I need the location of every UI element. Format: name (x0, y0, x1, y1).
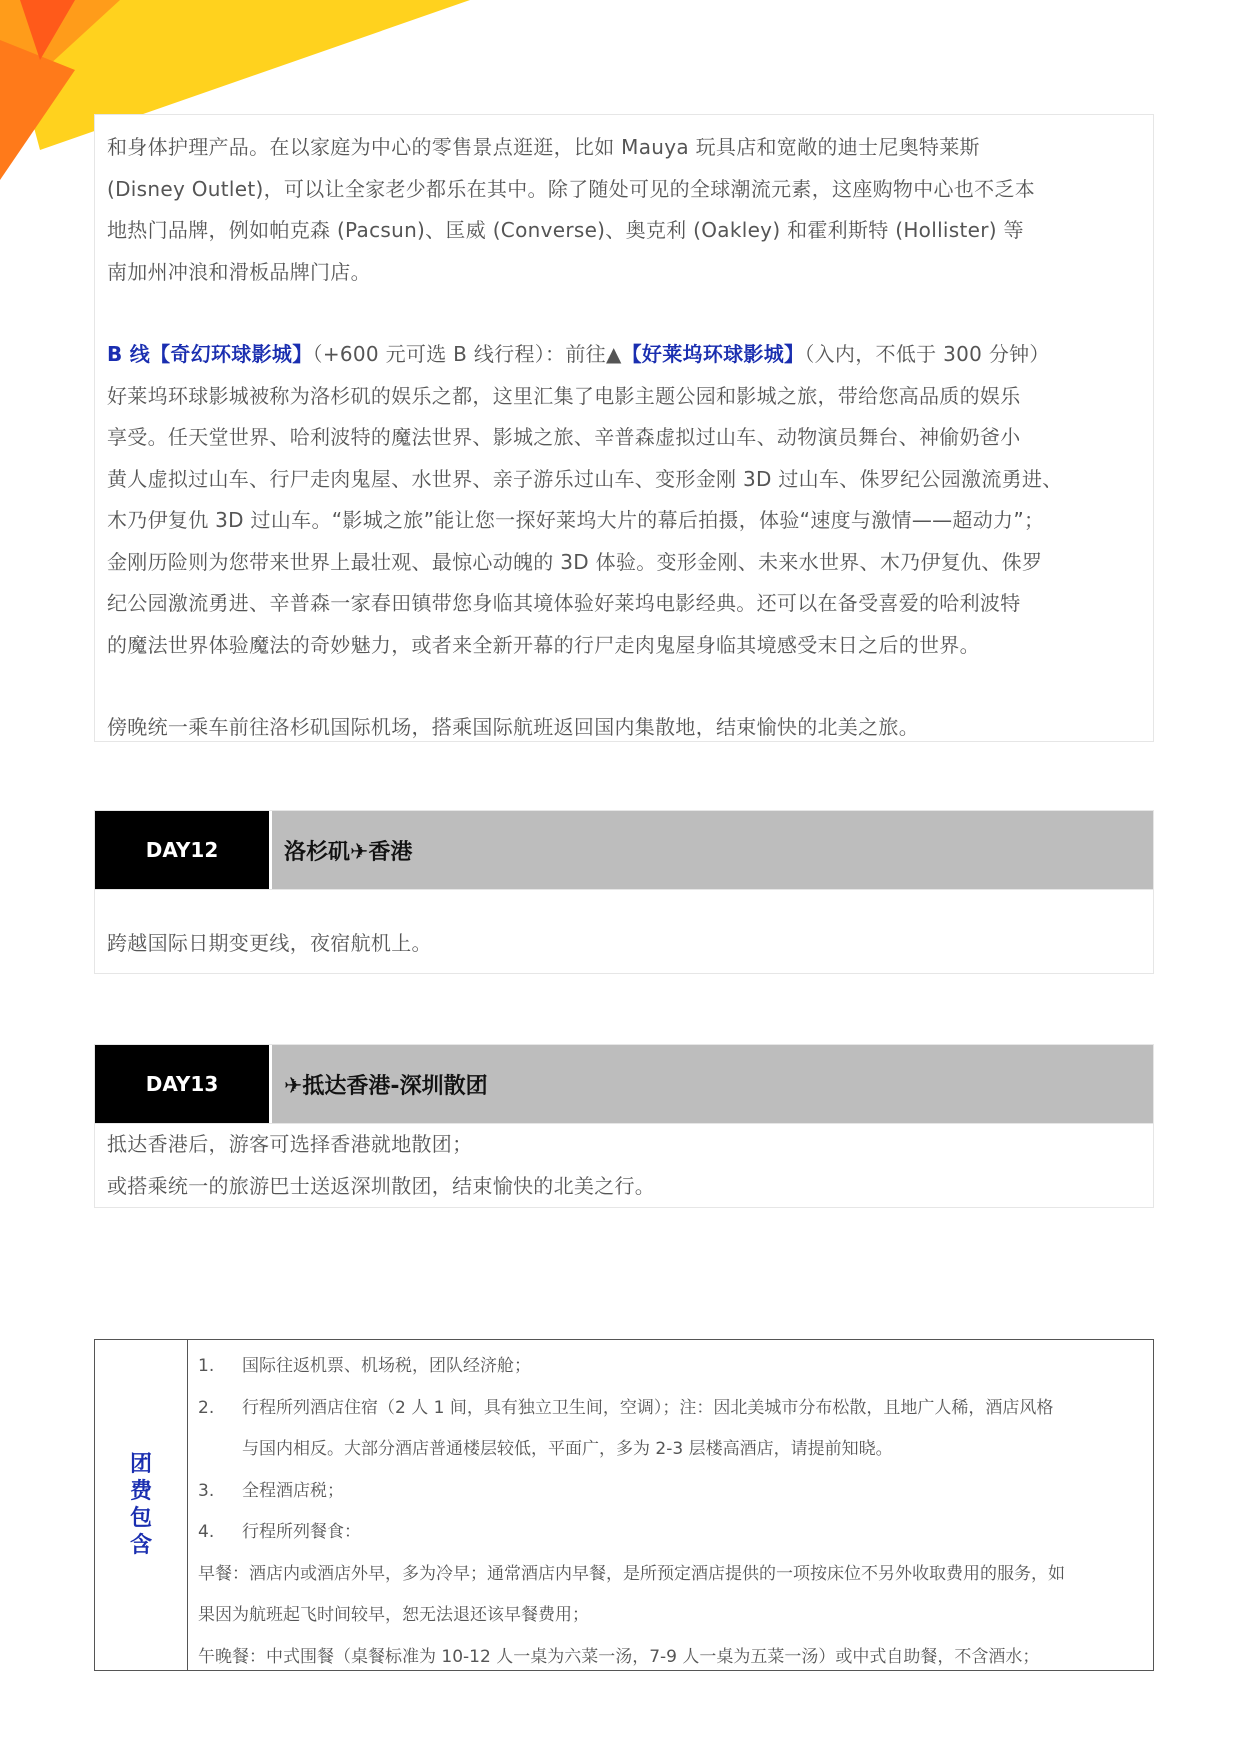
b-line-duration: （入内，不低于 300 分钟） (804, 342, 1050, 366)
b-line-paragraph (107, 334, 1141, 666)
intro-line: (Disney Outlet)，可以让全家老少都乐在其中。除了随处可见的全球潮流元素，这座购物中心也不乏本 (107, 176, 1036, 201)
day13-label: DAY13 (95, 1045, 269, 1123)
fee-item-text: 全程酒店税； (242, 1480, 344, 1501)
fee-item-text: 行程所列酒店住宿（2 人 1 间，具有独立卫生间，空调）；注：因北美城市分布松散，且地广人稀，酒店风格 (242, 1397, 1054, 1418)
itinerary-box-day11 (94, 114, 1154, 742)
fee-item (198, 1512, 1143, 1554)
day13-title: ✈抵达香港-深圳散团 (272, 1045, 1153, 1123)
intro-paragraph (107, 127, 1141, 293)
intro-line: 地热门品牌，例如帕克森 (Pacsun)、匡威 (Converse)、奥克利 (Oakley) 和霍利斯特 (Hollister) 等 (107, 218, 1024, 242)
day12-header (95, 811, 1153, 890)
fee-side-label: 团费包含 (129, 1452, 152, 1558)
fee-includes-table (94, 1339, 1154, 1671)
b-line-title: B 线【奇幻环球影城】 (107, 342, 313, 366)
meal-line: 午晚餐：中式围餐（桌餐标准为 10-12 人一桌为六菜一汤，7-9 人一桌为五菜一汤）或中式自助餐，不含酒水； (198, 1646, 1040, 1667)
day12-label: DAY12 (95, 811, 269, 889)
day13-header (95, 1045, 1153, 1124)
fee-side-cell (95, 1340, 188, 1670)
meal-line: 早餐：酒店内或酒店外早，多为冷早；通常酒店内早餐，是所预定酒店提供的一项按床位不另外收取费用的服务，如 (198, 1563, 1065, 1584)
fee-item-number: 3. (198, 1480, 215, 1501)
fee-item-text: 国际往返机票、机场税，团队经济舱； (242, 1356, 531, 1376)
fee-item-text: 与国内相反。大部分酒店普通楼层较低，平面广，多为 2-3 层楼高酒店，请提前知晓。 (242, 1439, 893, 1459)
day13-section (94, 1044, 1154, 1208)
day12-title: 洛杉矶✈香港 (272, 811, 1153, 889)
b-line-text: 金刚历险则为您带来世界上最壮观、最惊心动魄的 3D 体验。变形金刚、未来水世界、木乃伊复仇、侏罗 (107, 549, 1043, 574)
day12-line: 跨越国际日期变更线，夜宿航机上。 (107, 931, 432, 955)
fee-item-text: 行程所列餐食： (242, 1522, 361, 1542)
meal-line: 果因为航班起飞时间较早，恕无法退还该早餐费用； (198, 1605, 589, 1625)
day12-paragraph (107, 923, 1141, 965)
day13-paragraph (107, 1124, 1141, 1207)
intro-line: 南加州冲浪和滑板品牌门店。 (107, 259, 371, 284)
b-line-text: 享受。任天堂世界、哈利波特的魔法世界、影城之旅、辛普森虚拟过山车、动物演员舞台、神偷奶爸小 (107, 425, 1021, 449)
day13-line: 或搭乘统一的旅游巴士送返深圳散团，结束愉快的北美之行。 (107, 1173, 656, 1198)
b-line-park: 【好莱坞环球影城】 (621, 342, 805, 366)
evening-line: 傍晚统一乘车前往洛杉矶国际机场，搭乘国际航班返回国内集散地，结束愉快的北美之旅。 (107, 715, 919, 739)
fee-item-number: 4. (198, 1522, 215, 1542)
evening-paragraph (107, 707, 1141, 749)
fee-item (198, 1429, 1143, 1471)
fee-item (198, 1346, 1143, 1388)
b-line-text: 纪公园激流勇进、辛普森一家春田镇带您身临其境体验好莱坞电影经典。还可以在备受喜爱的哈利波特 (107, 591, 1021, 615)
fee-item (198, 1388, 1143, 1430)
b-line-text: 的魔法世界体验魔法的奇妙魅力，或者来全新开幕的行尸走肉鬼屋身临其境感受末日之后的世界。 (107, 632, 980, 657)
fee-item-number: 1. (198, 1356, 215, 1376)
b-line-text: 好莱坞环球影城被称为洛杉矶的娱乐之都，这里汇集了电影主题公园和影城之旅，带给您高品质的娱乐 (107, 383, 1021, 408)
b-line-text: 木乃伊复仇 3D 过山车。“影城之旅”能让您一探好莱坞大片的幕后拍摄，体验“速度与激情——超动力”； (107, 508, 1045, 532)
intro-line: 和身体护理产品。在以家庭为中心的零售景点逛逛，比如 Mauya 玩具店和宽敞的迪士尼奥特莱斯 (107, 135, 980, 159)
day12-section (94, 810, 1154, 974)
day13-line: 抵达香港后，游客可选择香港就地散团； (107, 1132, 473, 1156)
fee-item (198, 1471, 1143, 1513)
b-line-text: 黄人虚拟过山车、行尸走肉鬼屋、水世界、亲子游乐过山车、变形金刚 3D 过山车、侏罗纪公园激流勇进、 (107, 466, 1063, 491)
fee-list (188, 1340, 1153, 1670)
fee-item-number: 2. (198, 1397, 215, 1418)
b-line-note: （+600 元可选 B 线行程）：前往▲ (312, 342, 622, 366)
